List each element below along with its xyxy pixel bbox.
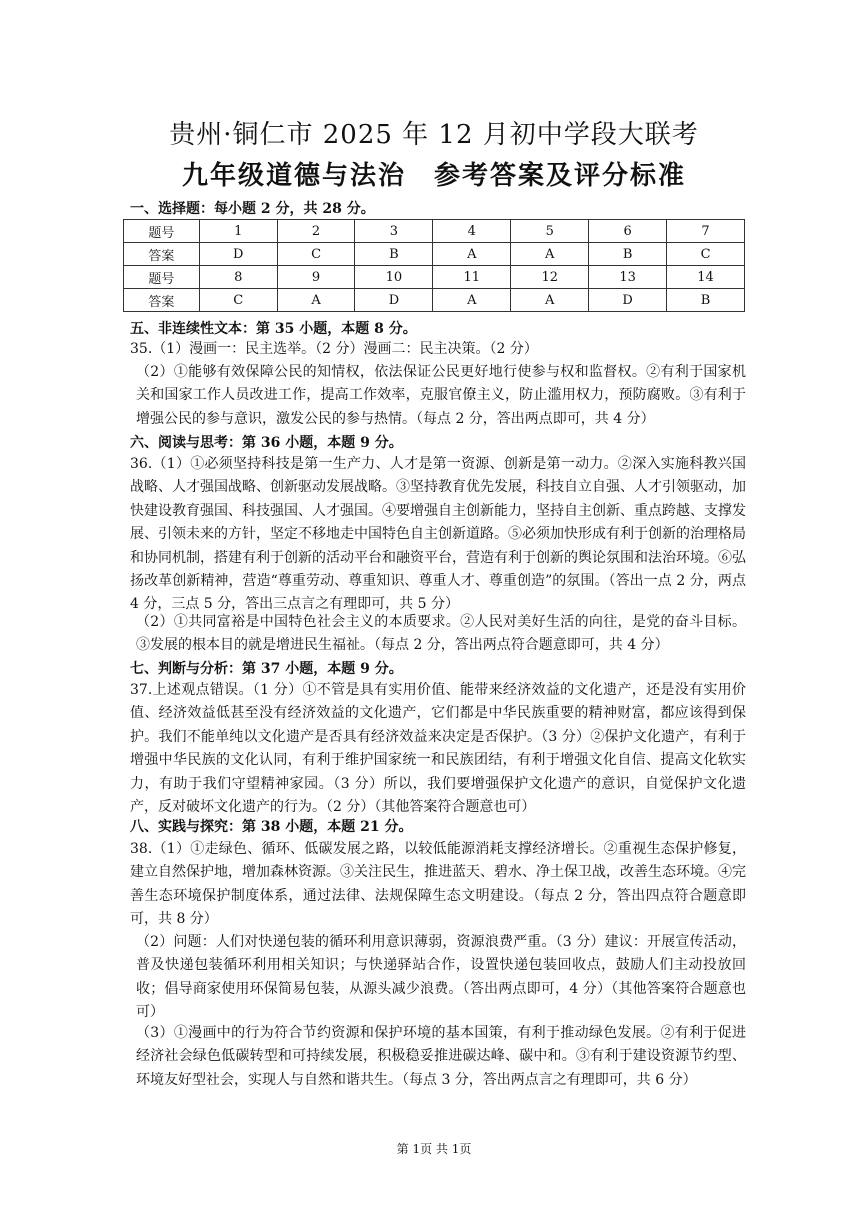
answer-35-part1: 35.（1）漫画一：民主选举。（2 分）漫画二：民主决策。（2 分） bbox=[130, 341, 538, 357]
answer-table-cell: C bbox=[667, 243, 745, 266]
section-heading-8: 八、实践与探究：第 38 小题，本题 21 分。 bbox=[130, 819, 413, 835]
answer-table-cell: A bbox=[511, 289, 589, 312]
answer-table-cell: 12 bbox=[511, 266, 589, 289]
answer-38-part1: 38.（1）①走绿色、循环、低碳发展之路，以较低能源消耗支撑经济增长。②重视生态保护修复，建立自然保护地，增加森林资源。③关注民生，推进蓝天、碧水、净土保卫战，改善生态环境。④完善生态环境保护制度体系，通过法律、法规保障生态文明建设。（每点 2 分，答出四点符合题意即可，共 8 分） bbox=[130, 841, 746, 928]
answer-37: 37.上述观点错误。（1 分）①不管是具有实用价值、能带来经济效益的文化遗产，还是没有实用价值、经济效益低甚至没有经济效益的文化遗产，它们都是中华民族重要的精神财富，都应该得到保护。我们不能单纯以文化遗产是否具有经济效益来决定是否保护。（3 分）②保护文化遗产，有利于增强中华民族的文化认同，有利于维护国家统一和民族团结，有利于增强文化自信、提高文化软实力，有助于我们守望精神家园。（3 分）所以，我们要增强保护文化遗产的意识，自觉保护文化遗产，反对破坏文化遗产的行为。（2 分）（其他答案符合题意也可） bbox=[130, 682, 746, 816]
answer-table-cell: A bbox=[433, 243, 511, 266]
answer-table-cell: 7 bbox=[667, 220, 745, 243]
document-subtitle bbox=[0, 155, 868, 192]
answer-table-cell: D bbox=[199, 243, 277, 266]
answer-table-cell: A bbox=[277, 289, 355, 312]
section-heading-6: 六、阅读与思考：第 36 小题，本题 9 分。 bbox=[130, 435, 403, 451]
section-heading-choice: 一、选择题：每小题 2 分，共 28 分。 bbox=[130, 201, 375, 217]
answer-table-cell: 10 bbox=[355, 266, 433, 289]
answer-table-row bbox=[124, 243, 745, 266]
answer-table-cell: 8 bbox=[199, 266, 277, 289]
answer-table-cell: B bbox=[355, 243, 433, 266]
answer-table-cell: A bbox=[433, 289, 511, 312]
exam-title: 贵州·铜仁市 2025 年 12 月初中学段大联考 bbox=[169, 120, 699, 150]
answer-table-cell: 5 bbox=[511, 220, 589, 243]
answer-table-cell: D bbox=[355, 289, 433, 312]
answer-table-row bbox=[124, 266, 745, 289]
answer-table-cell: 4 bbox=[433, 220, 511, 243]
answer-table-row-header: 题号 bbox=[124, 266, 200, 289]
answer-table-row-header: 题号 bbox=[124, 220, 200, 243]
page-number: 第 1页 共 1页 bbox=[396, 1142, 472, 1156]
subject-title: 九年级道德与法治 bbox=[181, 161, 406, 191]
answer-35-part2: （2）①能够有效保障公民的知情权，依法保证公民更好地行使参与权和监督权。②有利于国家机关和国家工作人员改进工作，提高工作效率，克服官僚主义，防止滥用权力，预防腐败。③有利于增强公民的参与意识，激发公民的参与热情。（每点 2 分，答出两点即可，共 4 分） bbox=[136, 364, 746, 427]
answer-table-cell: 6 bbox=[589, 220, 667, 243]
answer-table-row bbox=[124, 220, 745, 243]
answer-table-cell: 9 bbox=[277, 266, 355, 289]
answer-table-row bbox=[124, 289, 745, 312]
answer-table-cell: 13 bbox=[589, 266, 667, 289]
answer-36-part2: （2）①共同富裕是中国特色社会主义的本质要求。②人民对美好生活的向往，是党的奋斗目标。③发展的根本目的就是增进民生福祉。（每点 2 分，答出两点符合题意即可，共 4 分） bbox=[136, 614, 746, 654]
answer-table-cell: B bbox=[589, 243, 667, 266]
answer-table-cell: D bbox=[589, 289, 667, 312]
answer-36-part1: 36.（1）①必须坚持科技是第一生产力、人才是第一资源、创新是第一动力。②深入实施科教兴国战略、人才强国战略、创新驱动发展战略。③坚持教育优先发展，科技自立自强、人才引领驱动，加快建设教育强国、科技强国、人才强国。④要增强自主创新能力，坚持自主创新、重点跨越、支撑发展、引领未来的方针，坚定不移地走中国特色自主创新道路。⑤必须加快形成有利于创新的治理格局和协同机制，搭建有利于创新的活动平台和融资平台，营造有利于创新的舆论氛围和法治环境。⑥弘扬改革创新精神，营造“尊重劳动、尊重知识、尊重人才、尊重创造”的氛围。（答出一点 2 分，两点 4 分，三点 5 分，答出三点言之有理即可，共 5 分） bbox=[130, 456, 746, 613]
answer-table bbox=[123, 219, 745, 312]
answer-table-cell: A bbox=[511, 243, 589, 266]
answer-table-cell: B bbox=[667, 289, 745, 312]
answer-table-row-header: 答案 bbox=[124, 289, 200, 312]
answer-38-part2: （2）问题：人们对快递包装的循环利用意识薄弱，资源浪费严重。（3 分）建议：开展宣传活动，普及快递包装循环利用相关知识；与快递驿站合作，设置快递包装回收点，鼓励人们主动投放回收；倡导商家使用环保简易包装，从源头减少浪费。（答出两点即可，4 分）（其他答案符合题意也可） bbox=[136, 934, 746, 1021]
section-heading-7: 七、判断与分析：第 37 小题，本题 9 分。 bbox=[130, 661, 403, 677]
answer-table-cell: 3 bbox=[355, 220, 433, 243]
answer-key-title: 参考答案及评分标准 bbox=[434, 161, 687, 191]
answer-table-cell: 14 bbox=[667, 266, 745, 289]
section-heading-5: 五、非连续性文本：第 35 小题，本题 8 分。 bbox=[130, 321, 417, 337]
answer-table-row-header: 答案 bbox=[124, 243, 200, 266]
answer-table-cell: 11 bbox=[433, 266, 511, 289]
answer-table-cell: 2 bbox=[277, 220, 355, 243]
answer-table-cell: 1 bbox=[199, 220, 277, 243]
answer-table-cell: C bbox=[277, 243, 355, 266]
answer-table-cell: C bbox=[199, 289, 277, 312]
answer-38-part3: （3）①漫画中的行为符合节约资源和保护环境的基本国策，有利于推动绿色发展。②有利于促进经济社会绿色低碳转型和可持续发展，积极稳妥推进碳达峰、碳中和。③有利于建设资源节约型、环境友好型社会，实现人与自然和谐共生。（每点 3 分，答出两点言之有理即可，共 6 分） bbox=[136, 1025, 746, 1088]
